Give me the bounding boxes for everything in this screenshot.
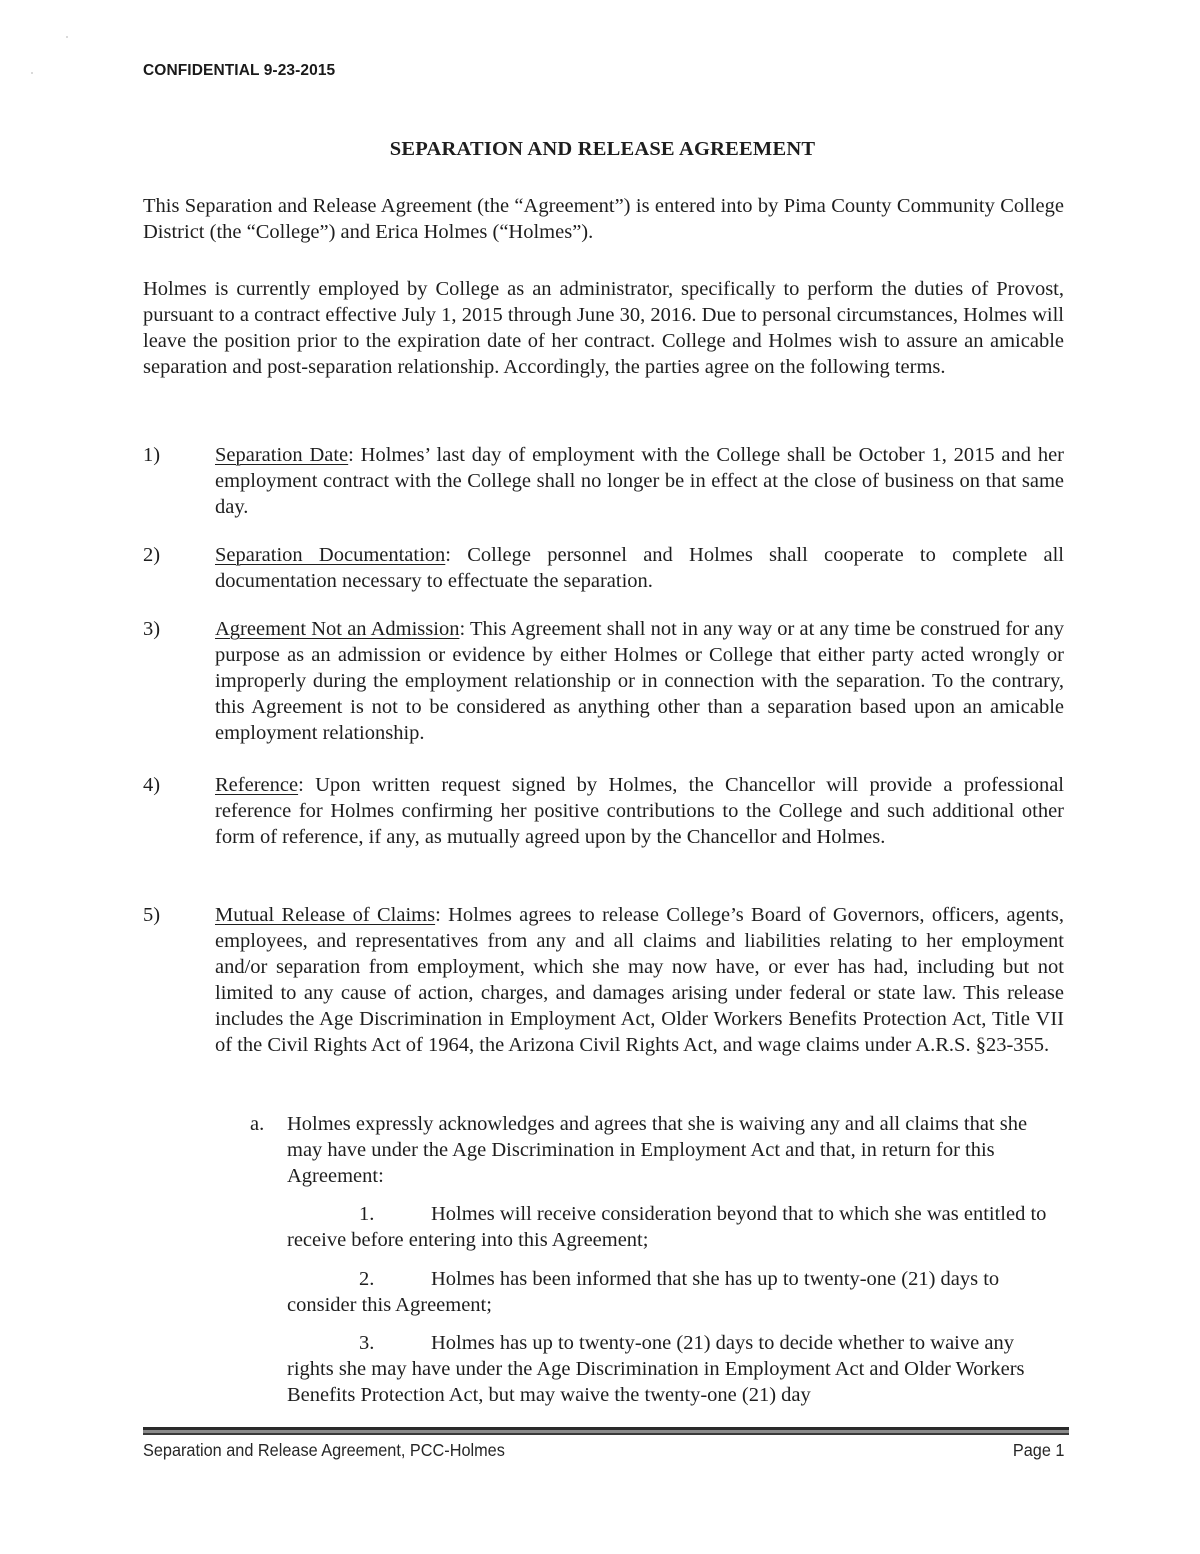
- point-text: Holmes has up to twenty-one (21) days to decide whether to waive any rights she may have under the Age Discrimination in Employment Act and Older Workers Benefits Protection Act, but may waive the twenty-one (21) day: [287, 1332, 1025, 1406]
- section-heading: Separation Documentation: [215, 544, 446, 566]
- confidential-header: CONFIDENTIAL 9-23-2015: [143, 62, 336, 79]
- footer-document-name: Separation and Release Agreement, PCC-Holmes: [143, 1440, 505, 1460]
- section-text: : This Agreement shall not in any way or at any time be construed for any purpose as an admission or evidence by either Holmes or College that either party acted wrongly or improperly during the employment relationship or in connection with the separation. To the contrary, this Agreement is not to be considered as anything other than a separation based upon an amicable employment relationship.: [215, 618, 1065, 744]
- section-number: 4): [143, 774, 161, 796]
- point-text: Holmes has been informed that she has up to twenty-one (21) days to consider this Agreement;: [287, 1268, 1000, 1316]
- document-title: SEPARATION AND RELEASE AGREEMENT: [389, 138, 816, 160]
- scan-speck: [31, 72, 33, 74]
- section-number: 2): [143, 544, 161, 566]
- section-separation-documentation: [143, 542, 1064, 594]
- footer-divider: [143, 1427, 1069, 1435]
- point-number: 2.: [359, 1268, 375, 1290]
- section-text: : College personnel and Holmes shall cooperate to complete all documentation necessary to effectuate the separation.: [215, 544, 1064, 592]
- section-heading: Separation Date: [215, 444, 349, 466]
- section-heading: Agreement Not an Admission: [215, 618, 460, 640]
- background-paragraph: Holmes is currently employed by College as an administrator, specifically to perform the duties of Provost, pursuant to a contract effective July 1, 2015 through June 30, 2016. Due to personal circumstances, Holmes will leave the position prior to the expiration date of her contract. College and Holmes wish to assure an amicable separation and post-separation relationship. Accordingly, the parties agree on the following terms.: [143, 278, 1064, 378]
- scan-speck: [66, 36, 68, 38]
- section-text: : Holmes agrees to release College’s Board of Governors, officers, agents, employees, and representatives from any and all claims and liabilities relating to her employment and/or separation from employment, which she may now have, or ever has had, including but not limited to any cause of action, charges, and damages arising under federal or state law. This release includes the Age Discrimination in Employment Act, Older Workers Benefits Protection Act, Title VII of the Civil Rights Act of 1964, the Arizona Civil Rights Act, and wage claims under A.R.S. §23-355.: [215, 904, 1064, 1056]
- subsection-a: [250, 1111, 1050, 1189]
- section-heading: Mutual Release of Claims: [215, 904, 436, 926]
- section-number: 1): [143, 444, 161, 466]
- subsection-letter: a.: [250, 1113, 265, 1135]
- numbered-point-1: [287, 1201, 1057, 1253]
- section-number: 5): [143, 904, 161, 926]
- point-number: 3.: [359, 1332, 375, 1354]
- section-agreement-not-an-admission: [143, 616, 1064, 746]
- numbered-point-2: [287, 1266, 1057, 1318]
- footer-page-number: Page 1: [1012, 1440, 1064, 1460]
- section-reference: [143, 772, 1064, 850]
- intro-paragraph: This Separation and Release Agreement (the “Agreement”) is entered into by Pima County Community College District (the “College”) and Erica Holmes (“Holmes”).: [143, 195, 1064, 243]
- section-text: : Holmes’ last day of employment with the College shall be October 1, 2015 and her employment contract with the College shall no longer be in effect at the close of business on that same day.: [215, 444, 1064, 518]
- point-text: Holmes will receive consideration beyond that to which she was entitled to receive before entering into this Agreement;: [287, 1203, 1047, 1251]
- section-mutual-release-of-claims: [143, 902, 1064, 1058]
- section-separation-date: [143, 442, 1064, 520]
- subsection-text: Holmes expressly acknowledges and agrees that she is waiving any and all claims that she may have under the Age Discrimination in Employment Act and that, in return for this Agreement:: [287, 1113, 1028, 1187]
- numbered-point-3: [287, 1330, 1057, 1408]
- point-number: 1.: [359, 1203, 375, 1225]
- section-heading: Reference: [215, 774, 299, 796]
- section-number: 3): [143, 618, 161, 640]
- section-text: : Upon written request signed by Holmes, the Chancellor will provide a professional reference for Holmes confirming her positive contributions to the College and such additional other form of reference, if any, as mutually agreed upon by the Chancellor and Holmes.: [215, 774, 1064, 848]
